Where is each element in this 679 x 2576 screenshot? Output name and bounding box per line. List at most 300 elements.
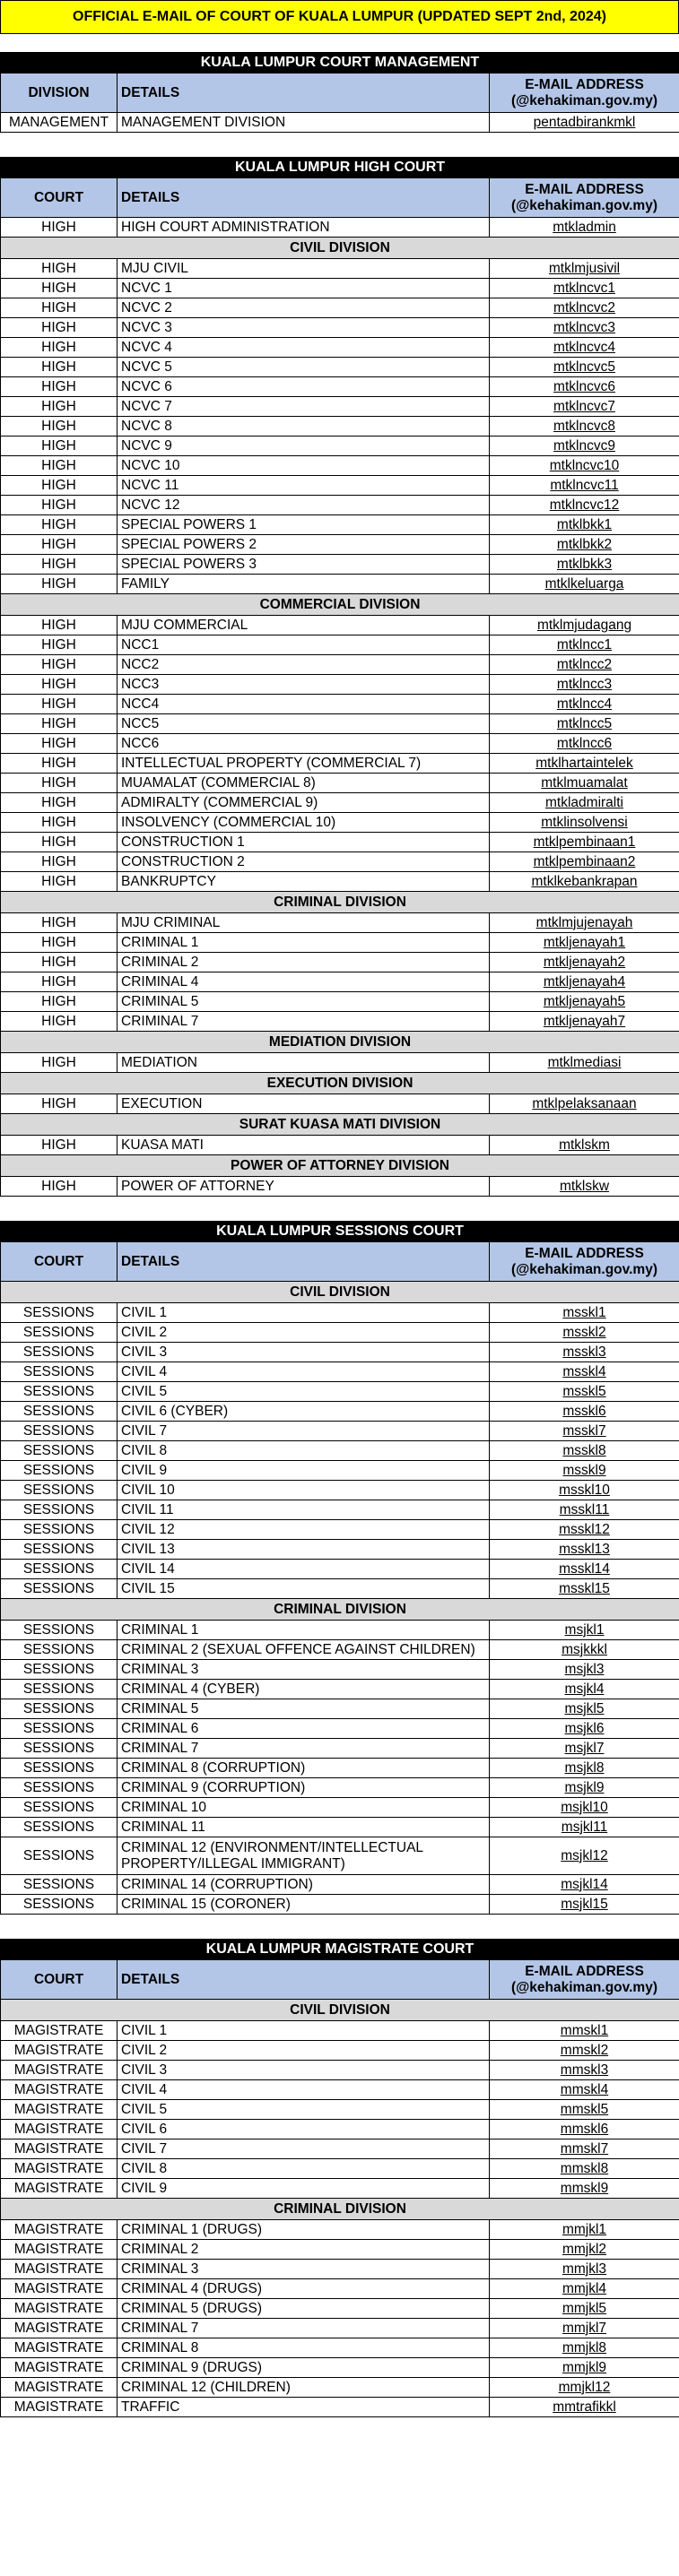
- table-row: [1, 2159, 679, 2179]
- column-header-email: E-MAIL ADDRESS (@kehakiman.gov.my): [490, 1242, 679, 1282]
- court-cell: SESSIONS: [1, 1422, 118, 1441]
- details-cell: NCVC 5: [118, 358, 490, 377]
- table-row: [1, 2319, 679, 2338]
- court-cell: MAGISTRATE: [1, 2179, 118, 2199]
- email-link[interactable]: mtklncc3: [490, 675, 679, 695]
- email-link[interactable]: mmskl1: [490, 2021, 679, 2041]
- kuala-lumpur-magistrate-court-table: [0, 1939, 679, 2417]
- court-cell: SESSIONS: [1, 1343, 118, 1362]
- court-cell: MAGISTRATE: [1, 2061, 118, 2080]
- details-cell: MJU CRIMINAL: [118, 913, 490, 933]
- email-link[interactable]: msjkkkl: [490, 1640, 679, 1660]
- email-link[interactable]: mtklncvc3: [490, 318, 679, 338]
- email-link[interactable]: mmskl6: [490, 2120, 679, 2139]
- email-link[interactable]: mtklpelaksanaan: [490, 1094, 679, 1114]
- email-link[interactable]: mtklncc2: [490, 655, 679, 675]
- email-link[interactable]: msskl1: [490, 1303, 679, 1323]
- details-cell: NCVC 12: [118, 496, 490, 515]
- details-cell: FAMILY: [118, 575, 490, 594]
- email-link[interactable]: mtklncvc9: [490, 437, 679, 456]
- email-link[interactable]: msskl5: [490, 1382, 679, 1402]
- section-title: KUALA LUMPUR SESSIONS COURT: [1, 1222, 679, 1242]
- details-cell: TRAFFIC: [118, 2398, 490, 2417]
- email-link[interactable]: msskl14: [490, 1560, 679, 1579]
- details-cell: CIVIL 14: [118, 1560, 490, 1579]
- division-header-row: [1, 1282, 679, 1303]
- division-header: CRIMINAL DIVISION: [1, 892, 679, 913]
- email-link[interactable]: mmjkl1: [490, 2220, 679, 2240]
- division-header-row: [1, 1032, 679, 1053]
- email-link[interactable]: msjkl11: [490, 1818, 679, 1837]
- table-row: [1, 953, 679, 972]
- kuala-lumpur-court-management-table: [0, 52, 679, 133]
- details-cell: NCVC 3: [118, 318, 490, 338]
- email-link[interactable]: mmtrafikkl: [490, 2398, 679, 2417]
- table-row: [1, 2398, 679, 2417]
- division-header-row: [1, 2000, 679, 2021]
- details-cell: CIVIL 15: [118, 1579, 490, 1599]
- details-cell: CIVIL 9: [118, 2179, 490, 2199]
- division-header-row: [1, 1073, 679, 1094]
- details-cell: CRIMINAL 9 (DRUGS): [118, 2358, 490, 2378]
- email-link[interactable]: mmjkl4: [490, 2279, 679, 2299]
- column-header-email: E-MAIL ADDRESS (@kehakiman.gov.my): [490, 178, 679, 218]
- table-row: [1, 456, 679, 476]
- details-cell: CRIMINAL 1 (DRUGS): [118, 2220, 490, 2240]
- table-row: [1, 1303, 679, 1323]
- court-cell: SESSIONS: [1, 1579, 118, 1599]
- details-cell: NCVC 8: [118, 417, 490, 437]
- email-link[interactable]: mtkljenayah2: [490, 953, 679, 972]
- details-cell: CIVIL 9: [118, 1461, 490, 1481]
- email-link[interactable]: msjkl7: [490, 1739, 679, 1759]
- table-row: [1, 279, 679, 298]
- table-row: [1, 2299, 679, 2319]
- email-link[interactable]: mtklmediasi: [490, 1053, 679, 1073]
- table-row: [1, 1680, 679, 1699]
- column-header-row: [1, 178, 679, 218]
- details-cell: KUASA MATI: [118, 1136, 490, 1155]
- table-row: [1, 2061, 679, 2080]
- table-row: [1, 754, 679, 774]
- details-cell: NCC1: [118, 635, 490, 655]
- email-link[interactable]: mtkljenayah5: [490, 992, 679, 1012]
- court-cell: SESSIONS: [1, 1323, 118, 1343]
- court-cell: HIGH: [1, 754, 118, 774]
- details-cell: CRIMINAL 8 (CORRUPTION): [118, 1759, 490, 1778]
- email-link[interactable]: msjkl6: [490, 1719, 679, 1739]
- table-row: [1, 813, 679, 833]
- court-cell: SESSIONS: [1, 1481, 118, 1500]
- court-cell: SESSIONS: [1, 1520, 118, 1540]
- court-cell: HIGH: [1, 1012, 118, 1032]
- details-cell: CIVIL 2: [118, 2041, 490, 2061]
- email-link[interactable]: mmskl9: [490, 2179, 679, 2199]
- email-link[interactable]: mmskl8: [490, 2159, 679, 2179]
- email-link[interactable]: msskl9: [490, 1461, 679, 1481]
- email-link[interactable]: mtklpembinaan1: [490, 833, 679, 852]
- court-cell: SESSIONS: [1, 1461, 118, 1481]
- court-cell: MAGISTRATE: [1, 2398, 118, 2417]
- division-header-row: [1, 2199, 679, 2220]
- email-link[interactable]: msjkl14: [490, 1875, 679, 1895]
- court-cell: HIGH: [1, 833, 118, 852]
- table-row: [1, 1382, 679, 1402]
- court-cell: HIGH: [1, 953, 118, 972]
- details-cell: MUAMALAT (COMMERCIAL 8): [118, 774, 490, 793]
- details-cell: MJU CIVIL: [118, 259, 490, 279]
- email-link[interactable]: msskl2: [490, 1323, 679, 1343]
- email-link[interactable]: mtkladmiralti: [490, 793, 679, 813]
- court-cell: MAGISTRATE: [1, 2319, 118, 2338]
- court-cell: HIGH: [1, 476, 118, 496]
- table-row: [1, 1621, 679, 1640]
- details-cell: INSOLVENCY (COMMERCIAL 10): [118, 813, 490, 833]
- section-spacer: [0, 133, 679, 157]
- table-row: [1, 259, 679, 279]
- court-cell: SESSIONS: [1, 1837, 118, 1875]
- details-cell: NCVC 11: [118, 476, 490, 496]
- email-link[interactable]: msjkl12: [490, 1837, 679, 1875]
- table-row: [1, 417, 679, 437]
- email-link[interactable]: mtklncvc5: [490, 358, 679, 377]
- table-row: [1, 1837, 679, 1875]
- table-row: [1, 1875, 679, 1895]
- email-link[interactable]: msjkl1: [490, 1621, 679, 1640]
- details-cell: NCVC 1: [118, 279, 490, 298]
- court-cell: HIGH: [1, 555, 118, 575]
- division-header-row: [1, 594, 679, 616]
- table-row: [1, 1422, 679, 1441]
- section-spacer: [0, 34, 679, 52]
- court-cell: SESSIONS: [1, 1739, 118, 1759]
- table-row: [1, 1579, 679, 1599]
- table-row: [1, 1778, 679, 1798]
- email-link[interactable]: mtklbkk2: [490, 535, 679, 555]
- table-row: [1, 1343, 679, 1362]
- division-header: CIVIL DIVISION: [1, 1282, 679, 1303]
- details-cell: CRIMINAL 5 (DRUGS): [118, 2299, 490, 2319]
- section-title: KUALA LUMPUR MAGISTRATE COURT: [1, 1940, 679, 1960]
- table-row: [1, 734, 679, 754]
- court-cell: HIGH: [1, 338, 118, 358]
- table-row: [1, 2041, 679, 2061]
- details-cell: MJU COMMERCIAL: [118, 616, 490, 635]
- details-cell: NCVC 9: [118, 437, 490, 456]
- details-cell: NCC5: [118, 714, 490, 734]
- table-row: [1, 1481, 679, 1500]
- email-link[interactable]: mtklncc6: [490, 734, 679, 754]
- court-cell: MAGISTRATE: [1, 2240, 118, 2260]
- details-cell: CRIMINAL 4 (DRUGS): [118, 2279, 490, 2299]
- details-cell: CRIMINAL 3: [118, 1660, 490, 1680]
- table-row: [1, 1540, 679, 1560]
- court-cell: SESSIONS: [1, 1362, 118, 1382]
- court-cell: HIGH: [1, 456, 118, 476]
- details-cell: CIVIL 1: [118, 2021, 490, 2041]
- email-link[interactable]: mtklmuamalat: [490, 774, 679, 793]
- email-link[interactable]: mmskl2: [490, 2041, 679, 2061]
- email-link[interactable]: mtklkeluarga: [490, 575, 679, 594]
- table-row: [1, 1500, 679, 1520]
- email-link[interactable]: mmjkl5: [490, 2299, 679, 2319]
- email-link[interactable]: mtklncvc7: [490, 397, 679, 417]
- division-header-row: [1, 892, 679, 913]
- court-cell: HIGH: [1, 635, 118, 655]
- email-link[interactable]: mtklncvc11: [490, 476, 679, 496]
- table-row: [1, 535, 679, 555]
- email-link[interactable]: mmjkl12: [490, 2378, 679, 2398]
- details-cell: CIVIL 12: [118, 1520, 490, 1540]
- email-link[interactable]: msjkl3: [490, 1660, 679, 1680]
- column-header-details: DETAILS: [118, 73, 490, 113]
- email-link[interactable]: mtklncvc12: [490, 496, 679, 515]
- court-cell: HIGH: [1, 675, 118, 695]
- table-row: [1, 358, 679, 377]
- details-cell: CIVIL 13: [118, 1540, 490, 1560]
- division-header-row: [1, 1599, 679, 1621]
- court-cell: HIGH: [1, 298, 118, 318]
- division-header: CRIMINAL DIVISION: [1, 1599, 679, 1621]
- court-cell: SESSIONS: [1, 1621, 118, 1640]
- email-link[interactable]: mtklncvc2: [490, 298, 679, 318]
- details-cell: CRIMINAL 1: [118, 1621, 490, 1640]
- email-link[interactable]: msjkl9: [490, 1778, 679, 1798]
- email-link[interactable]: mtklhartaintelek: [490, 754, 679, 774]
- details-cell: CRIMINAL 4 (CYBER): [118, 1680, 490, 1699]
- court-cell: HIGH: [1, 655, 118, 675]
- court-cell: SESSIONS: [1, 1798, 118, 1818]
- email-link[interactable]: msskl6: [490, 1402, 679, 1422]
- court-cell: MAGISTRATE: [1, 2159, 118, 2179]
- details-cell: BANKRUPTCY: [118, 872, 490, 892]
- table-row: [1, 298, 679, 318]
- court-cell: HIGH: [1, 358, 118, 377]
- court-cell: MAGISTRATE: [1, 2260, 118, 2279]
- email-link[interactable]: msjkl15: [490, 1895, 679, 1915]
- table-row: [1, 1660, 679, 1680]
- email-link[interactable]: msskl11: [490, 1500, 679, 1520]
- table-row: [1, 833, 679, 852]
- email-link[interactable]: msjkl5: [490, 1699, 679, 1719]
- email-link[interactable]: mtklmjudagang: [490, 616, 679, 635]
- table-row: [1, 635, 679, 655]
- email-link[interactable]: msskl3: [490, 1343, 679, 1362]
- email-link[interactable]: mtklncvc6: [490, 377, 679, 397]
- table-row: [1, 2378, 679, 2398]
- details-cell: CRIMINAL 2: [118, 953, 490, 972]
- email-link[interactable]: msjkl8: [490, 1759, 679, 1778]
- details-cell: CONSTRUCTION 2: [118, 852, 490, 872]
- division-header-row: [1, 238, 679, 259]
- division-header: EXECUTION DIVISION: [1, 1073, 679, 1094]
- email-link[interactable]: mtklmjusivil: [490, 259, 679, 279]
- details-cell: MANAGEMENT DIVISION: [118, 113, 490, 133]
- email-link[interactable]: mtklncc5: [490, 714, 679, 734]
- court-cell: HIGH: [1, 813, 118, 833]
- email-link[interactable]: msskl8: [490, 1441, 679, 1461]
- court-email-tables: [0, 34, 679, 2417]
- email-link[interactable]: mmjkl3: [490, 2260, 679, 2279]
- table-row: [1, 872, 679, 892]
- court-cell: MAGISTRATE: [1, 2378, 118, 2398]
- email-link[interactable]: mtkljenayah7: [490, 1012, 679, 1032]
- email-link[interactable]: mtklbkk1: [490, 515, 679, 535]
- court-cell: HIGH: [1, 496, 118, 515]
- table-row: [1, 793, 679, 813]
- email-link[interactable]: mmskl7: [490, 2139, 679, 2159]
- table-row: [1, 555, 679, 575]
- column-header-court: DIVISION: [1, 73, 118, 113]
- details-cell: CRIMINAL 2 (SEXUAL OFFENCE AGAINST CHILDREN): [118, 1640, 490, 1660]
- email-link[interactable]: msskl7: [490, 1422, 679, 1441]
- section-title-row: [1, 158, 679, 178]
- email-link[interactable]: mtklpembinaan2: [490, 852, 679, 872]
- court-cell: MAGISTRATE: [1, 2100, 118, 2120]
- details-cell: CRIMINAL 11: [118, 1818, 490, 1837]
- details-cell: INTELLECTUAL PROPERTY (COMMERCIAL 7): [118, 754, 490, 774]
- table-row: [1, 2220, 679, 2240]
- table-row: [1, 2100, 679, 2120]
- details-cell: CONSTRUCTION 1: [118, 833, 490, 852]
- email-link[interactable]: mtklinsolvensi: [490, 813, 679, 833]
- details-cell: CRIMINAL 7: [118, 1739, 490, 1759]
- court-cell: SESSIONS: [1, 1640, 118, 1660]
- table-row: [1, 2358, 679, 2378]
- email-link[interactable]: mtklbkk3: [490, 555, 679, 575]
- court-cell: HIGH: [1, 1136, 118, 1155]
- email-link[interactable]: msjkl10: [490, 1798, 679, 1818]
- column-header-email: E-MAIL ADDRESS (@kehakiman.gov.my): [490, 1960, 679, 2000]
- email-link[interactable]: mmskl5: [490, 2100, 679, 2120]
- table-row: [1, 397, 679, 417]
- details-cell: CRIMINAL 7: [118, 1012, 490, 1032]
- table-row: [1, 2120, 679, 2139]
- email-link[interactable]: msskl13: [490, 1540, 679, 1560]
- division-header-row: [1, 1155, 679, 1177]
- email-link[interactable]: mmjkl7: [490, 2319, 679, 2338]
- table-row: [1, 1177, 679, 1197]
- email-link[interactable]: mmjkl2: [490, 2240, 679, 2260]
- email-link[interactable]: mmskl4: [490, 2080, 679, 2100]
- email-link[interactable]: mmjkl8: [490, 2338, 679, 2358]
- email-link[interactable]: mtklncc1: [490, 635, 679, 655]
- details-cell: CIVIL 3: [118, 1343, 490, 1362]
- details-cell: CIVIL 4: [118, 2080, 490, 2100]
- details-cell: NCVC 4: [118, 338, 490, 358]
- details-cell: SPECIAL POWERS 3: [118, 555, 490, 575]
- division-header: SURAT KUASA MATI DIVISION: [1, 1114, 679, 1136]
- table-row: [1, 1461, 679, 1481]
- table-row: [1, 913, 679, 933]
- details-cell: NCVC 2: [118, 298, 490, 318]
- section-title-row: [1, 1940, 679, 1960]
- table-row: [1, 1012, 679, 1032]
- email-link[interactable]: mtklskw: [490, 1177, 679, 1197]
- email-link[interactable]: mtklncvc8: [490, 417, 679, 437]
- section-title-row: [1, 1222, 679, 1242]
- court-cell: HIGH: [1, 218, 118, 238]
- details-cell: CRIMINAL 2: [118, 2240, 490, 2260]
- email-link[interactable]: msskl10: [490, 1481, 679, 1500]
- court-cell: HIGH: [1, 1053, 118, 1073]
- column-header-row: [1, 1242, 679, 1282]
- column-header-details: DETAILS: [118, 178, 490, 218]
- court-cell: MAGISTRATE: [1, 2358, 118, 2378]
- table-row: [1, 318, 679, 338]
- table-row: [1, 695, 679, 714]
- email-link[interactable]: mtklskm: [490, 1136, 679, 1155]
- email-link[interactable]: msskl15: [490, 1579, 679, 1599]
- email-link[interactable]: mtkljenayah4: [490, 972, 679, 992]
- details-cell: CIVIL 6: [118, 2120, 490, 2139]
- details-cell: CRIMINAL 10: [118, 1798, 490, 1818]
- email-link[interactable]: mtkljenayah1: [490, 933, 679, 953]
- court-cell: HIGH: [1, 417, 118, 437]
- email-link[interactable]: mmjkl9: [490, 2358, 679, 2378]
- email-link[interactable]: msskl4: [490, 1362, 679, 1382]
- court-cell: SESSIONS: [1, 1818, 118, 1837]
- email-link[interactable]: mtklncvc4: [490, 338, 679, 358]
- court-cell: MAGISTRATE: [1, 2139, 118, 2159]
- table-row: [1, 2260, 679, 2279]
- email-link[interactable]: mmskl3: [490, 2061, 679, 2080]
- section-spacer: [0, 1197, 679, 1221]
- court-cell: HIGH: [1, 575, 118, 594]
- details-cell: NCC2: [118, 655, 490, 675]
- court-cell: SESSIONS: [1, 1660, 118, 1680]
- court-cell: HIGH: [1, 397, 118, 417]
- table-row: [1, 1798, 679, 1818]
- details-cell: NCVC 10: [118, 456, 490, 476]
- table-row: [1, 675, 679, 695]
- kuala-lumpur-high-court-table: [0, 157, 679, 1197]
- email-link[interactable]: mtklncc4: [490, 695, 679, 714]
- email-link[interactable]: msjkl4: [490, 1680, 679, 1699]
- details-cell: CRIMINAL 4: [118, 972, 490, 992]
- details-cell: CRIMINAL 9 (CORRUPTION): [118, 1778, 490, 1798]
- division-header: CIVIL DIVISION: [1, 238, 679, 259]
- table-row: [1, 1402, 679, 1422]
- court-cell: MAGISTRATE: [1, 2338, 118, 2358]
- email-link[interactable]: mtkladmin: [490, 218, 679, 238]
- court-cell: HIGH: [1, 933, 118, 953]
- table-row: [1, 2080, 679, 2100]
- details-cell: SPECIAL POWERS 2: [118, 535, 490, 555]
- table-row: [1, 1362, 679, 1382]
- details-cell: CIVIL 8: [118, 2159, 490, 2179]
- court-cell: MAGISTRATE: [1, 2299, 118, 2319]
- table-row: [1, 1520, 679, 1540]
- court-cell: MANAGEMENT: [1, 113, 118, 133]
- email-link[interactable]: mtklncvc1: [490, 279, 679, 298]
- details-cell: HIGH COURT ADMINISTRATION: [118, 218, 490, 238]
- email-link[interactable]: mtklncvc10: [490, 456, 679, 476]
- email-link[interactable]: mtklkebankrapan: [490, 872, 679, 892]
- email-link[interactable]: msskl12: [490, 1520, 679, 1540]
- column-header-email: E-MAIL ADDRESS (@kehakiman.gov.my): [490, 73, 679, 113]
- court-cell: HIGH: [1, 852, 118, 872]
- details-cell: EXECUTION: [118, 1094, 490, 1114]
- kuala-lumpur-sessions-court-table: [0, 1221, 679, 1915]
- table-row: [1, 515, 679, 535]
- email-link[interactable]: mtklmjujenayah: [490, 913, 679, 933]
- court-cell: HIGH: [1, 1177, 118, 1197]
- court-cell: MAGISTRATE: [1, 2041, 118, 2061]
- email-link[interactable]: pentadbirankmkl: [490, 113, 679, 133]
- court-cell: HIGH: [1, 972, 118, 992]
- column-header-details: DETAILS: [118, 1960, 490, 2000]
